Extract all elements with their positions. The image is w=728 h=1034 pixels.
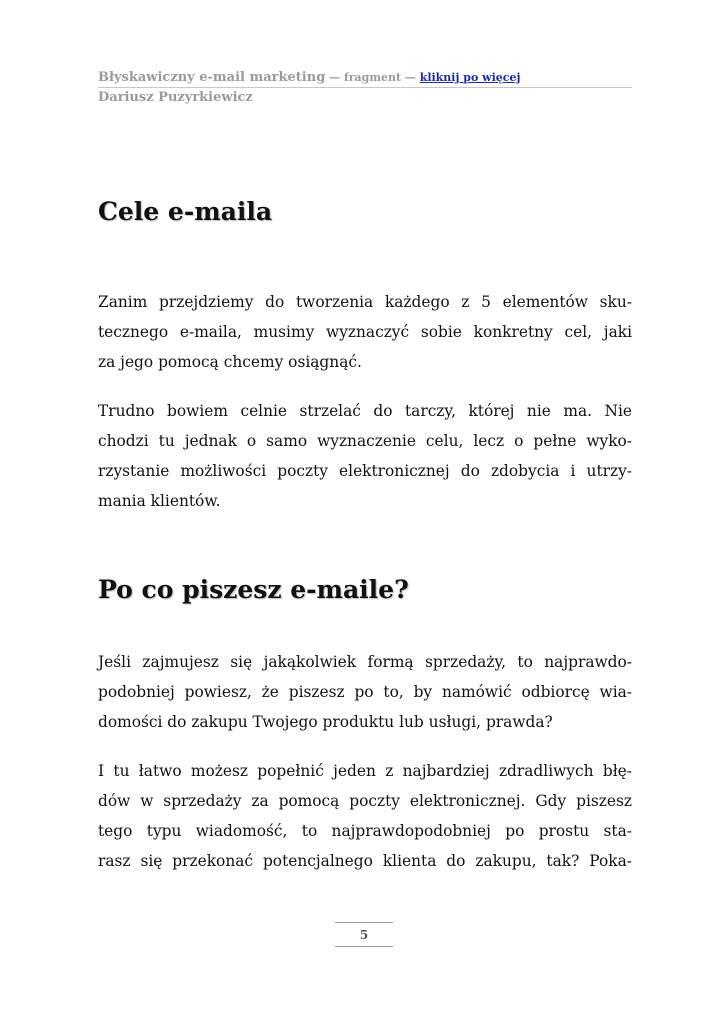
text-line: rasz się przekonać potencjalnego klienta do zakupu, tak? Poka-	[98, 852, 632, 870]
text-line: I tu łatwo możesz popełnić jeden z najbardziej zdradliwych błę-	[98, 762, 632, 780]
section-heading-cele: Cele e-maila	[98, 197, 273, 226]
paragraph	[98, 396, 632, 516]
text-line: tecznego e-maila, musimy wyznaczyć sobie konkretny cel, jaki	[98, 323, 632, 341]
section-heading-po-co: Po co piszesz e-maile?	[98, 575, 409, 604]
text-line: Zanim przejdziemy do tworzenia każdego z 5 elementów sku-	[98, 293, 632, 311]
footer-rule-top	[335, 922, 393, 923]
book-title: Błyskawiczny e-mail marketing	[98, 70, 326, 85]
text-line: za jego pomocą chcemy osiągnąć.	[98, 353, 362, 371]
text-line: rzystanie możliwości poczty elektronicznej do zdobycia i utrzy-	[98, 462, 632, 480]
page-number: 5	[359, 928, 369, 942]
text-line: mania klientów.	[98, 492, 221, 510]
header-separator: —	[325, 71, 344, 84]
text-line: tego typu wiadomość, to najprawdopodobniej po prostu sta-	[98, 822, 632, 840]
text-line: podobniej powiesz, że piszesz po to, by namówić odbiorcę wia-	[98, 683, 632, 701]
paragraph	[98, 756, 632, 876]
text-line: domości do zakupu Twojego produktu lub usługi, prawda?	[98, 713, 553, 731]
paragraph	[98, 647, 632, 737]
footer-rule-bottom	[335, 946, 393, 947]
header-title-row	[98, 70, 632, 88]
paragraph	[98, 287, 632, 377]
running-header	[98, 70, 632, 106]
text-line: dów w sprzedaży za pomocą poczty elektronicznej. Gdy piszesz	[98, 792, 632, 810]
header-fragment: fragment	[343, 71, 402, 84]
text-line: chodzi tu jednak o samo wyznaczenie celu, lecz o pełne wyko-	[98, 432, 632, 450]
header-separator: —	[401, 71, 420, 84]
text-line: Trudno bowiem celnie strzelać do tarczy, której nie ma. Nie	[98, 402, 632, 420]
more-link[interactable]: kliknij po więcej	[419, 71, 521, 84]
text-line: Jeśli zajmujesz się jakąkolwiek formą sprzedaży, to najprawdo-	[98, 653, 632, 671]
header-author: Dariusz Puzyrkiewicz	[98, 90, 253, 105]
